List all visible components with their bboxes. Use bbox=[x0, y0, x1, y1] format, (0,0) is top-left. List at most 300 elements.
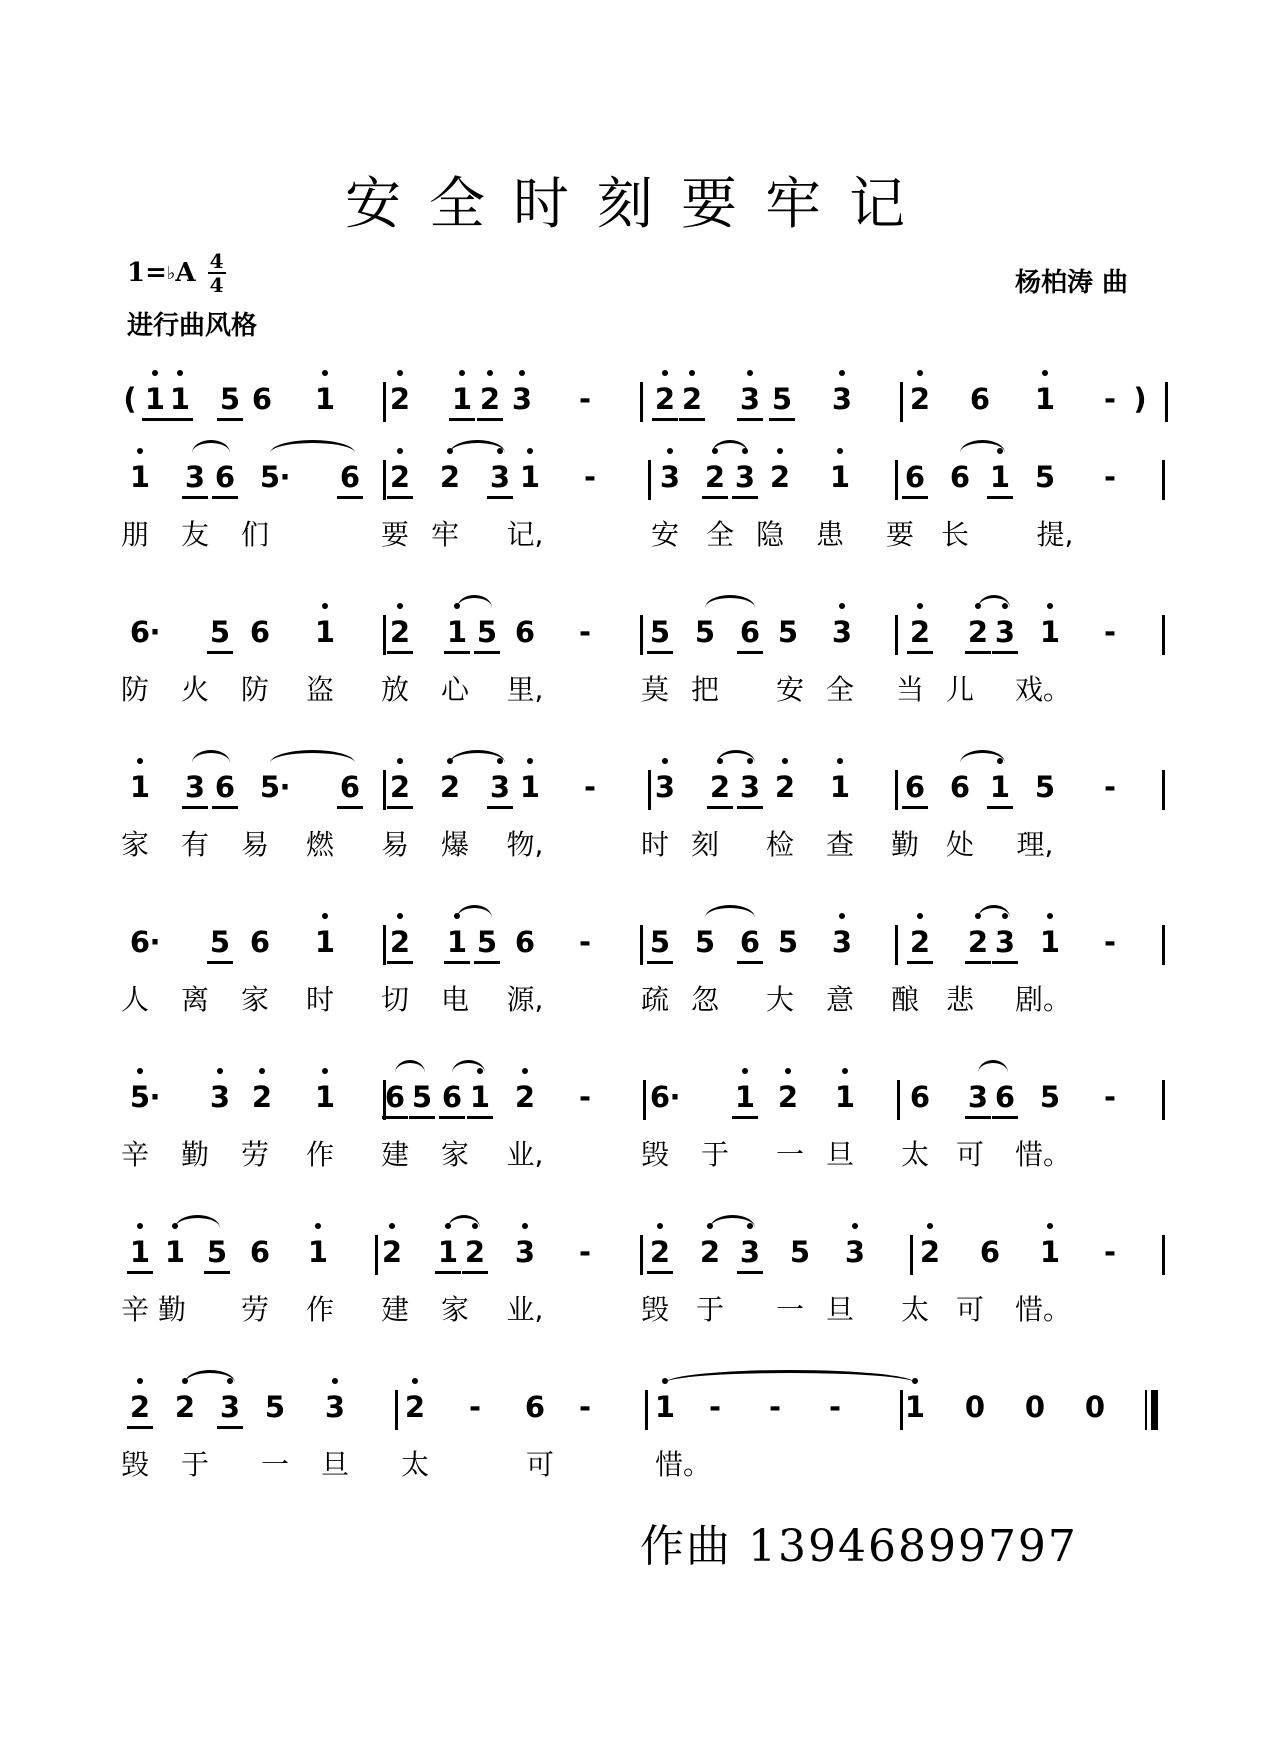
lyric-syllable: 里, bbox=[506, 673, 544, 706]
note: 3 bbox=[320, 1390, 350, 1424]
note: 1 bbox=[433, 1235, 463, 1269]
lyric-syllable: 刻 bbox=[690, 828, 719, 861]
notation-row bbox=[0, 460, 1278, 500]
note: 0 bbox=[1024, 1390, 1046, 1424]
lyric-syllable: 可 bbox=[955, 1293, 984, 1326]
lyric-syllable: 全 bbox=[825, 673, 854, 706]
note: 1 bbox=[310, 925, 340, 959]
lyric-syllable: 查 bbox=[825, 828, 854, 861]
lyric-syllable: 旦 bbox=[825, 1138, 854, 1171]
note: 1 bbox=[825, 460, 855, 494]
note: 6 bbox=[210, 770, 240, 804]
barline bbox=[897, 1080, 900, 1120]
note: 1 bbox=[447, 382, 477, 416]
note: 2 bbox=[677, 382, 707, 416]
note: 5 bbox=[259, 770, 281, 804]
lyric-syllable: 患 bbox=[815, 518, 844, 551]
note: 6 bbox=[129, 615, 151, 649]
note: 6 bbox=[210, 460, 240, 494]
note: 5 bbox=[202, 1235, 232, 1269]
note: - bbox=[578, 615, 592, 649]
note: 3 bbox=[827, 382, 857, 416]
note: 5 bbox=[645, 925, 675, 959]
lyric-syllable: 易 bbox=[240, 828, 269, 861]
note: 2 bbox=[385, 925, 415, 959]
lyric-syllable: 于 bbox=[695, 1293, 724, 1326]
barline bbox=[383, 1080, 386, 1120]
lyric-syllable: 于 bbox=[180, 1448, 209, 1481]
slur bbox=[717, 750, 755, 763]
note: 3 bbox=[485, 770, 515, 804]
lyric-syllable: 记, bbox=[506, 518, 544, 551]
note: 2 bbox=[963, 925, 993, 959]
lyric-syllable: 家 bbox=[440, 1293, 469, 1326]
note: - bbox=[578, 382, 592, 416]
lyric-syllable: 切 bbox=[380, 983, 409, 1016]
note: 2 bbox=[435, 460, 465, 494]
note: 6 bbox=[735, 925, 765, 959]
lyric-syllable: 有 bbox=[180, 828, 209, 861]
note: 2 bbox=[915, 1235, 945, 1269]
barline bbox=[1162, 460, 1165, 500]
note: 1 bbox=[165, 382, 195, 416]
lyric-syllable: 惜。 bbox=[1015, 1293, 1072, 1326]
note: 5 bbox=[645, 615, 675, 649]
note: 5 bbox=[205, 615, 235, 649]
slur bbox=[450, 750, 505, 763]
song-title: 安全时刻要牢记 bbox=[345, 172, 933, 237]
lyric-syllable: 人 bbox=[120, 983, 149, 1016]
note: 2 bbox=[125, 1390, 155, 1424]
note: 1 bbox=[900, 1390, 930, 1424]
lyric-syllable: 一 bbox=[775, 1138, 804, 1171]
notation-row bbox=[0, 382, 1278, 422]
slur bbox=[978, 905, 1010, 918]
note: 3 bbox=[215, 1390, 245, 1424]
note: 2 bbox=[705, 770, 735, 804]
note: ( bbox=[123, 382, 137, 416]
note: 3 bbox=[963, 1080, 993, 1114]
barline bbox=[383, 770, 386, 810]
note: · bbox=[149, 1080, 161, 1114]
note: 2 bbox=[460, 1235, 490, 1269]
barline bbox=[895, 615, 898, 655]
style-label: 进行曲风格 bbox=[127, 311, 258, 341]
lyric-syllable: 牢 bbox=[430, 518, 459, 551]
note: 5 bbox=[1034, 770, 1056, 804]
slur bbox=[457, 595, 492, 608]
note: 2 bbox=[905, 925, 935, 959]
lyric-syllable: 可 bbox=[955, 1138, 984, 1171]
note: 3 bbox=[827, 925, 857, 959]
final-barline-thick bbox=[1151, 1390, 1157, 1430]
note: 6 bbox=[335, 460, 365, 494]
slur bbox=[978, 595, 1010, 608]
barline bbox=[383, 460, 386, 500]
slur bbox=[710, 1215, 755, 1228]
note: 2 bbox=[905, 615, 935, 649]
lyric-syllable: 业, bbox=[506, 1138, 544, 1171]
barline bbox=[640, 1235, 643, 1275]
note: - bbox=[1103, 382, 1117, 416]
note: 1 bbox=[125, 460, 155, 494]
note: · bbox=[149, 925, 161, 959]
slur bbox=[978, 1060, 1008, 1073]
lyric-syllable: 友 bbox=[180, 518, 209, 551]
note: 3 bbox=[180, 460, 210, 494]
lyric-syllable: 作 bbox=[305, 1138, 334, 1171]
note: - bbox=[1103, 615, 1117, 649]
note: 0 bbox=[964, 1390, 986, 1424]
lyric-syllable: 当 bbox=[895, 673, 924, 706]
note: - bbox=[828, 1390, 842, 1424]
lyric-syllable: 莫 bbox=[640, 673, 669, 706]
barline bbox=[383, 925, 386, 965]
lyric-syllable: 作 bbox=[305, 1293, 334, 1326]
lyric-syllable: 辛 bbox=[120, 1293, 149, 1326]
note: 2 bbox=[385, 382, 415, 416]
note: 5 bbox=[472, 925, 502, 959]
lyric-syllable: 火 bbox=[180, 673, 209, 706]
note: 6 bbox=[949, 770, 971, 804]
note: 6 bbox=[949, 460, 971, 494]
lyric-syllable: 们 bbox=[240, 518, 269, 551]
lyric-syllable: 忽 bbox=[690, 983, 719, 1016]
note: 1 bbox=[1035, 1235, 1065, 1269]
note: 2 bbox=[773, 1080, 803, 1114]
note: 2 bbox=[770, 770, 800, 804]
slur bbox=[960, 440, 1005, 453]
barline bbox=[383, 615, 386, 655]
slur bbox=[448, 1215, 480, 1228]
note: 6 bbox=[900, 770, 930, 804]
time-bottom: 4 bbox=[209, 273, 224, 297]
slur bbox=[175, 1215, 220, 1228]
note: - bbox=[768, 1390, 782, 1424]
note: 6 bbox=[249, 615, 271, 649]
note: 6 bbox=[969, 382, 991, 416]
slur bbox=[705, 905, 755, 918]
note: 5 bbox=[215, 382, 245, 416]
note: 3 bbox=[655, 460, 685, 494]
notation-row bbox=[0, 770, 1278, 810]
lyric-syllable: 业, bbox=[506, 1293, 544, 1326]
lyric-syllable: 戏。 bbox=[1015, 673, 1072, 706]
note: 1 bbox=[125, 770, 155, 804]
note: 2 bbox=[650, 382, 680, 416]
barline bbox=[648, 460, 651, 500]
note: 3 bbox=[735, 1235, 765, 1269]
note: - bbox=[578, 1080, 592, 1114]
note: - bbox=[583, 770, 597, 804]
lyric-syllable: 时 bbox=[305, 983, 334, 1016]
note: 2 bbox=[247, 1080, 277, 1114]
lyric-syllable: 爆 bbox=[440, 828, 469, 861]
barline bbox=[1162, 925, 1165, 965]
note: 1 bbox=[515, 770, 545, 804]
lyric-syllable: 家 bbox=[240, 983, 269, 1016]
note: 6 bbox=[514, 615, 536, 649]
lyric-syllable: 长 bbox=[940, 518, 969, 551]
note: 6 bbox=[249, 925, 271, 959]
lyric-syllable: 太 bbox=[900, 1138, 929, 1171]
lyric-syllable: 一 bbox=[775, 1293, 804, 1326]
barline bbox=[645, 1390, 648, 1430]
note: 2 bbox=[765, 460, 795, 494]
slur bbox=[457, 905, 492, 918]
flat-sign: ♭ bbox=[166, 262, 176, 284]
note: 3 bbox=[485, 460, 515, 494]
key-signature bbox=[127, 250, 226, 296]
note: 5 bbox=[777, 925, 799, 959]
lyric-syllable: 要 bbox=[885, 518, 914, 551]
lyric-syllable: 悲 bbox=[945, 983, 974, 1016]
lyric-syllable: 防 bbox=[240, 673, 269, 706]
note: · bbox=[149, 615, 161, 649]
lyric-syllable: 勤 bbox=[890, 828, 919, 861]
note: 1 bbox=[310, 1080, 340, 1114]
note: 5 bbox=[777, 615, 799, 649]
note: 0 bbox=[1084, 1390, 1106, 1424]
note: 1 bbox=[125, 1235, 155, 1269]
note: 3 bbox=[840, 1235, 870, 1269]
note: 5 bbox=[205, 925, 235, 959]
note: 6 bbox=[900, 460, 930, 494]
barline bbox=[895, 460, 898, 500]
barline bbox=[1162, 615, 1165, 655]
final-barline bbox=[1145, 1390, 1147, 1430]
barline bbox=[900, 382, 903, 422]
slur bbox=[192, 750, 230, 763]
lyric-syllable: 旦 bbox=[320, 1448, 349, 1481]
note: 6 bbox=[129, 925, 151, 959]
lyric-syllable: 时 bbox=[640, 828, 669, 861]
lyric-syllable: 勤 bbox=[180, 1138, 209, 1171]
time-top: 4 bbox=[209, 249, 224, 273]
barline bbox=[895, 925, 898, 965]
key-note: A bbox=[175, 258, 196, 288]
lyric-syllable: 疏 bbox=[640, 983, 669, 1016]
note: 1 bbox=[442, 925, 472, 959]
lyric-syllable: 要 bbox=[380, 518, 409, 551]
slur bbox=[270, 440, 355, 453]
lyric-syllable: 太 bbox=[900, 1293, 929, 1326]
lyric-syllable: 电 bbox=[440, 983, 469, 1016]
note: 6 bbox=[380, 1080, 410, 1114]
lyric-syllable: 辛 bbox=[120, 1138, 149, 1171]
composer-contact: 作曲 13946899797 bbox=[640, 1521, 1078, 1572]
note: 2 bbox=[700, 460, 730, 494]
note: 5 bbox=[694, 615, 716, 649]
notation-row bbox=[0, 1235, 1278, 1275]
lyric-syllable: 处 bbox=[945, 828, 974, 861]
note: 1 bbox=[1030, 382, 1060, 416]
lyric-syllable: 儿 bbox=[945, 673, 974, 706]
note: 1 bbox=[303, 1235, 333, 1269]
lyric-syllable: 意 bbox=[825, 983, 854, 1016]
lyric-syllable: 物, bbox=[506, 828, 544, 861]
note: 6 bbox=[990, 1080, 1020, 1114]
barline bbox=[640, 615, 643, 655]
lyric-syllable: 防 bbox=[120, 673, 149, 706]
lyric-syllable: 建 bbox=[380, 1293, 409, 1326]
note: 3 bbox=[827, 615, 857, 649]
slur bbox=[705, 595, 755, 608]
notation-row bbox=[0, 1080, 1278, 1120]
lyric-syllable: 易 bbox=[380, 828, 409, 861]
barline bbox=[640, 925, 643, 965]
slur bbox=[192, 440, 230, 453]
slur bbox=[395, 1060, 425, 1073]
barline bbox=[395, 1390, 398, 1430]
key-prefix: 1= bbox=[127, 258, 167, 288]
note: 3 bbox=[990, 615, 1020, 649]
note: 5 bbox=[767, 382, 797, 416]
barline bbox=[910, 1235, 913, 1275]
note: 1 bbox=[825, 770, 855, 804]
lyric-syllable: 心 bbox=[440, 673, 469, 706]
note: 6 bbox=[251, 382, 273, 416]
lyric-syllable: 全 bbox=[705, 518, 734, 551]
note: 1 bbox=[985, 770, 1015, 804]
notation-row bbox=[0, 615, 1278, 655]
note: 6 bbox=[735, 615, 765, 649]
note: 6 bbox=[514, 925, 536, 959]
note: 1 bbox=[310, 615, 340, 649]
note: 2 bbox=[475, 382, 505, 416]
note: 1 bbox=[650, 1390, 680, 1424]
note: 5 bbox=[1039, 1080, 1061, 1114]
note: 3 bbox=[730, 460, 760, 494]
note: 6 bbox=[909, 1080, 931, 1114]
lyric-syllable: 安 bbox=[650, 518, 679, 551]
note: 6 bbox=[249, 1235, 271, 1269]
note: 1 bbox=[985, 460, 1015, 494]
note: 5 bbox=[1034, 460, 1056, 494]
lyric-syllable: 放 bbox=[380, 673, 409, 706]
lyric-syllable: 惜。 bbox=[655, 1448, 712, 1481]
note: - bbox=[468, 1390, 482, 1424]
note: · bbox=[279, 460, 291, 494]
note: 3 bbox=[510, 1235, 540, 1269]
note: 1 bbox=[140, 382, 170, 416]
barline bbox=[383, 382, 386, 422]
barline bbox=[643, 1080, 646, 1120]
lyric-syllable: 盗 bbox=[305, 673, 334, 706]
note: - bbox=[583, 460, 597, 494]
note: 2 bbox=[170, 1390, 200, 1424]
lyric-syllable: 安 bbox=[775, 673, 804, 706]
note: - bbox=[578, 1390, 592, 1424]
note: 1 bbox=[1035, 925, 1065, 959]
note: 2 bbox=[435, 770, 465, 804]
note: 2 bbox=[645, 1235, 675, 1269]
note: 3 bbox=[507, 382, 537, 416]
note: 2 bbox=[963, 615, 993, 649]
lyric-syllable: 旦 bbox=[825, 1293, 854, 1326]
lyric-syllable: 太 bbox=[400, 1448, 429, 1481]
lyric-syllable: 酿 bbox=[890, 983, 919, 1016]
lyric-syllable: 源, bbox=[506, 983, 544, 1016]
note: 3 bbox=[990, 925, 1020, 959]
barline bbox=[1162, 1080, 1165, 1120]
barline bbox=[1165, 382, 1168, 422]
note: 3 bbox=[735, 770, 765, 804]
barline bbox=[640, 382, 643, 422]
lyric-syllable: 提, bbox=[1036, 518, 1074, 551]
note: - bbox=[1103, 925, 1117, 959]
slur bbox=[185, 1370, 235, 1383]
lyric-syllable: 勤 bbox=[157, 1293, 186, 1326]
note: 3 bbox=[650, 770, 680, 804]
lyric-syllable: 燃 bbox=[305, 828, 334, 861]
note: 3 bbox=[180, 770, 210, 804]
note: 6 bbox=[335, 770, 365, 804]
note: · bbox=[279, 770, 291, 804]
slur bbox=[960, 750, 1005, 763]
lyric-syllable: 剧。 bbox=[1015, 983, 1072, 1016]
note: · bbox=[669, 1080, 681, 1114]
note: 3 bbox=[205, 1080, 235, 1114]
lyric-syllable: 可 bbox=[525, 1448, 554, 1481]
lyric-syllable: 理, bbox=[1016, 828, 1054, 861]
note: 2 bbox=[695, 1235, 725, 1269]
lyric-syllable: 劳 bbox=[240, 1138, 269, 1171]
barline bbox=[648, 770, 651, 810]
note: - bbox=[1103, 770, 1117, 804]
barline bbox=[900, 1390, 903, 1430]
barline bbox=[895, 770, 898, 810]
lyric-syllable: 于 bbox=[700, 1138, 729, 1171]
notation-row bbox=[0, 925, 1278, 965]
lyric-syllable: 检 bbox=[765, 828, 794, 861]
note: 5 bbox=[125, 1080, 155, 1114]
lyric-syllable: 隐 bbox=[755, 518, 784, 551]
note: - bbox=[1103, 1080, 1117, 1114]
note: 6 bbox=[979, 1235, 1001, 1269]
time-signature bbox=[208, 250, 226, 296]
note: - bbox=[578, 925, 592, 959]
note: 1 bbox=[160, 1235, 190, 1269]
note: - bbox=[578, 1235, 592, 1269]
note: 5 bbox=[694, 925, 716, 959]
note: - bbox=[1103, 1235, 1117, 1269]
slur bbox=[712, 440, 748, 453]
lyric-syllable: 建 bbox=[380, 1138, 409, 1171]
note: 2 bbox=[400, 1390, 430, 1424]
notation-row bbox=[0, 1390, 1278, 1430]
note: 5 bbox=[259, 460, 281, 494]
lyric-syllable: 大 bbox=[765, 983, 794, 1016]
composer-credit: 杨柏涛 曲 bbox=[1015, 268, 1129, 298]
lyric-syllable: 朋 bbox=[120, 518, 149, 551]
note: 2 bbox=[385, 770, 415, 804]
note: 3 bbox=[735, 382, 765, 416]
note: 6 bbox=[437, 1080, 467, 1114]
note: 6 bbox=[524, 1390, 546, 1424]
note: 1 bbox=[310, 382, 340, 416]
note: 1 bbox=[830, 1080, 860, 1114]
note: - bbox=[708, 1390, 722, 1424]
note: 2 bbox=[905, 382, 935, 416]
barline bbox=[1162, 770, 1165, 810]
slur bbox=[450, 440, 505, 453]
lyric-syllable: 劳 bbox=[240, 1293, 269, 1326]
lyric-syllable: 家 bbox=[120, 828, 149, 861]
note: ) bbox=[1133, 382, 1147, 416]
note: 2 bbox=[385, 615, 415, 649]
note: 5 bbox=[789, 1235, 811, 1269]
